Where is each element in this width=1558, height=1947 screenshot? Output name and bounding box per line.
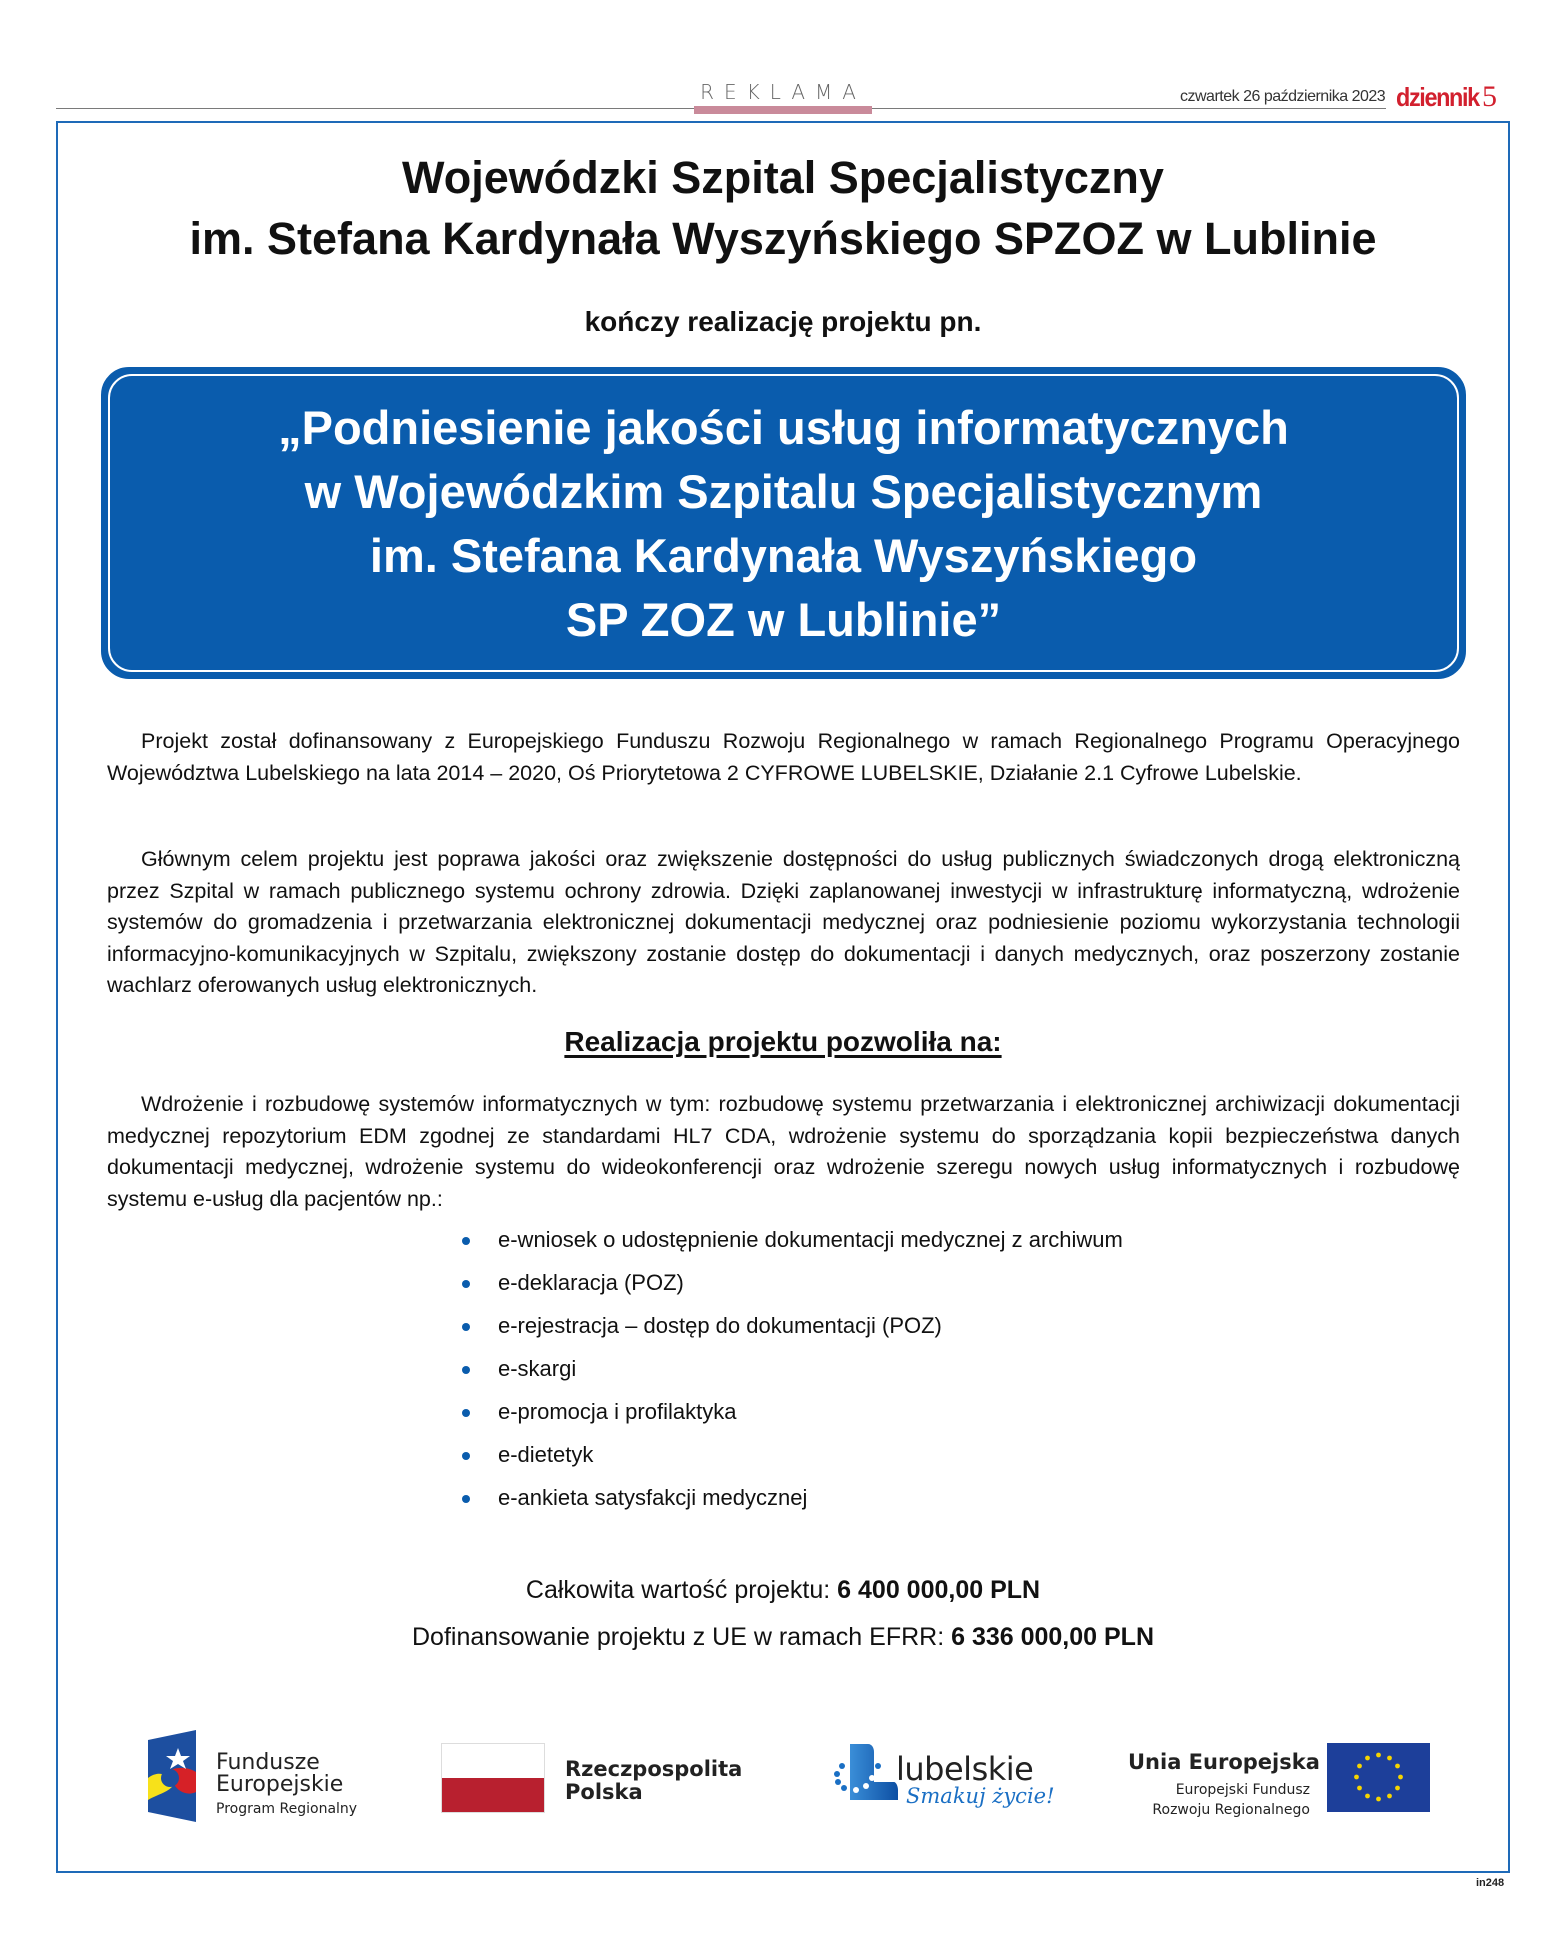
list-item-text: e-promocja i profilaktyka [498, 1399, 737, 1424]
services-list [462, 1223, 1123, 1524]
polish-flag-icon [441, 1743, 545, 1813]
bullet-icon [462, 1409, 470, 1417]
project-name-line2: w Wojewódzkim Szpitalu Specjalistycznym [304, 465, 1263, 518]
list-item [462, 1481, 1123, 1524]
eu-funding-line [60, 1623, 1506, 1652]
bullet-icon [462, 1323, 470, 1331]
bullet-icon [462, 1280, 470, 1288]
section-label-bar [694, 106, 872, 114]
lubelskie-icon [828, 1742, 898, 1802]
fundusze-europejskie-icon [148, 1730, 196, 1822]
bullet-icon [462, 1452, 470, 1460]
project-name-line4: SP ZOZ w Lublinie” [565, 593, 1002, 646]
bullet-icon [462, 1495, 470, 1503]
list-item [462, 1395, 1123, 1438]
ue-logo-sub1: Europejski Fundusz [1175, 1782, 1310, 1798]
list-item [462, 1309, 1123, 1352]
project-name-line3: im. Stefana Kardynała Wyszyńskiego [369, 529, 1198, 582]
list-item-text: e-deklaracja (POZ) [498, 1270, 684, 1295]
list-item-text: e-wniosek o udostępnienie dokumentacji medycznej z archiwum [498, 1227, 1123, 1252]
section-heading-text: Realizacja projektu pozwoliła na: [564, 1026, 1002, 1057]
list-item [462, 1266, 1123, 1309]
fe-logo-line1: Fundusze [216, 1750, 320, 1775]
eu-funding-label: Dofinansowanie projektu z UE w ramach EFRR: [411, 1623, 952, 1651]
goal-paragraph: Głównym celem projektu jest poprawa jakości oraz zwiększenie dostępności do usług publicznych świadczonych drogą elektroniczną przez Szpital w ramach publicznego systemu ochrony zdrowia. Dzięki zaplanowanej inwestycji w infrastrukturę informatyczną, wdrożenie systemów do gromadzenia i przetwarzania elektronicznej dokumentacji medycznej oraz podniesienie poziomu wykorzystania technologii informacyjno-komunikacyjnych w Szpitalu, zwiększony zostanie dostęp do dokumentacji i danych medycznych, oraz poszerzony zostanie wachlarz oferowanych usług elektronicznych. [107, 847, 1460, 997]
section-heading [60, 1026, 1506, 1058]
lubelskie-logo-slogan: Smakuj życie! [906, 1784, 1055, 1808]
total-value-line [60, 1576, 1506, 1605]
list-item-text: e-skargi [498, 1356, 577, 1381]
list-item-text: e-dietetyk [498, 1442, 594, 1467]
eu-flag-icon [1327, 1743, 1430, 1812]
rp-logo-line2: Polska [565, 1780, 643, 1804]
list-item-text: e-ankieta satysfakcji medycznej [498, 1485, 808, 1510]
bullet-icon [462, 1366, 470, 1374]
newspaper-logo: dziennik [1396, 82, 1479, 112]
total-value-amount: 6 400 000,00 PLN [837, 1576, 1041, 1604]
section-label: REKLAMA [700, 80, 866, 104]
list-item [462, 1223, 1123, 1266]
implementation-paragraph: Wdrożenie i rozbudowę systemów informatycznych w tym: rozbudowę systemu przetwarzania i elektronicznej archiwizacji dokumentacji medycznej repozytorium EDM zgodnej ze standardami HL7 CDA, wdrożenie systemu do sporządzania kopii bezpieczeństwa danych dokumentacji medycznej, wdrożenie systemu do wideokonferencji oraz wdrożenie szeregu nowych usług informatycznych i rozbudowę systemu e-usług dla pacjentów np.: [107, 1092, 1460, 1211]
fe-logo-line2: Europejskie [216, 1772, 344, 1797]
bullet-icon [462, 1237, 470, 1245]
ad-subtitle: kończy realizację projektu pn. [584, 306, 982, 337]
list-item [462, 1438, 1123, 1481]
ad-title-line2: im. Stefana Kardynała Wyszyńskiego SPZOZ w Lublinie [189, 213, 1377, 264]
list-item [462, 1352, 1123, 1395]
page-number: 5 [1482, 80, 1497, 113]
list-item-text: e-rejestracja – dostęp do dokumentacji (POZ) [498, 1313, 942, 1338]
rp-logo-line1: Rzeczpospolita [565, 1757, 743, 1781]
ad-title-line1: Wojewódzki Szpital Specjalistyczny [402, 152, 1164, 203]
funding-paragraph: Projekt został dofinansowany z Europejskiego Funduszu Rozwoju Regionalnego w ramach Regionalnego Programu Operacyjnego Województwa Lubelskiego na lata 2014 – 2020, Oś Priorytetowa 2 CYFROWE LUBELSKIE, Działanie 2.1 Cyfrowe Lubelskie. [107, 729, 1460, 785]
ue-logo-title: Unia Europejska [1128, 1750, 1320, 1774]
total-value-label: Całkowita wartość projektu: [525, 1576, 838, 1604]
ue-logo-sub2: Rozwoju Regionalnego [1152, 1802, 1310, 1818]
issue-date: czwartek 26 października 2023 [1180, 88, 1386, 105]
fe-logo-line3: Program Regionalny [216, 1801, 358, 1817]
project-name-box [101, 367, 1466, 679]
ad-code: in248 [1476, 1877, 1505, 1889]
eu-funding-amount: 6 336 000,00 PLN [951, 1623, 1155, 1651]
project-name-line1: „Podniesienie jakości usług informatycznych [278, 401, 1289, 454]
lubelskie-logo-name: lubelskie [896, 1750, 1034, 1788]
